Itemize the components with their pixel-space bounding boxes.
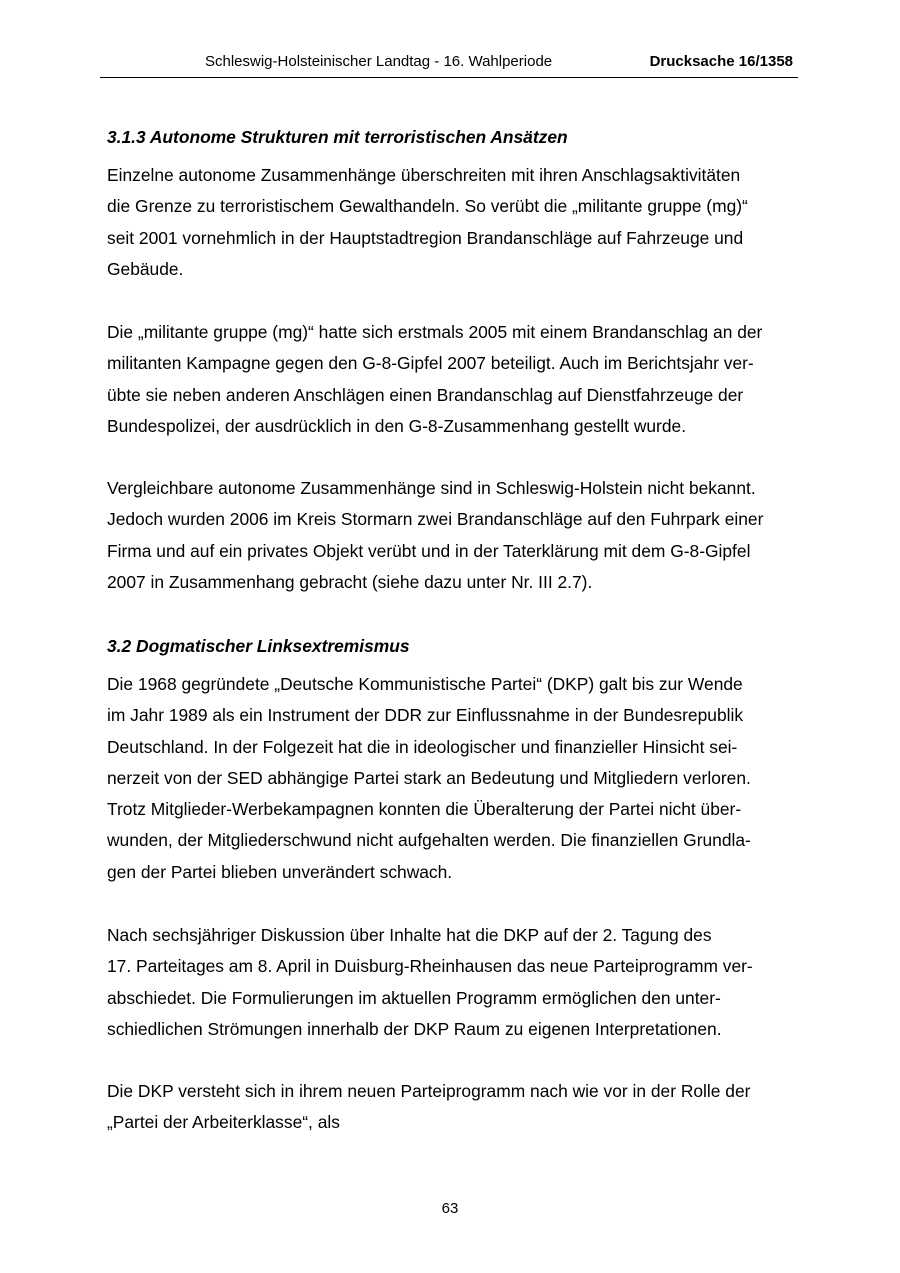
text-line: abschiedet. Die Formulierungen im aktuellen Programm ermöglichen den unter-: [107, 987, 721, 1008]
text-line: 2007 in Zusammenhang gebracht (siehe dazu unter Nr. III 2.7).: [107, 571, 593, 592]
text-line: Firma und auf ein privates Objekt verübt und in der Taterklärung mit dem G-8-Gipfel: [107, 540, 751, 561]
paragraph: [107, 1076, 807, 1139]
text-line: Trotz Mitglieder-Werbekampagnen konnten die Überalterung der Partei nicht über-: [107, 799, 742, 820]
text-line: Einzelne autonome Zusammenhänge überschreiten mit ihren Anschlagsaktivitäten: [107, 165, 741, 185]
text-line: Die 1968 gegründete „Deutsche Kommunistische Partei“ (DKP) galt bis zur Wende: [107, 674, 743, 694]
paragraph: [107, 669, 807, 888]
text-line: „Partei der Arbeiterklasse“, als: [107, 1112, 340, 1133]
text-line: 17. Parteitages am 8. April in Duisburg-Rheinhausen das neue Parteiprogramm ver-: [107, 956, 753, 977]
text-line: die Grenze zu terroristischem Gewalthandeln. So verübt die „militante gruppe (mg)“: [107, 196, 748, 217]
text-line: im Jahr 1989 als ein Instrument der DDR zur Einflussnahme in der Bundesrepublik: [107, 705, 744, 726]
section-heading: 3.1.3 Autonome Strukturen mit terroristischen Ansätzen: [107, 127, 568, 147]
document-number: Drucksache 16/1358: [649, 53, 793, 70]
text-line: Nach sechsjähriger Diskussion über Inhalte hat die DKP auf der 2. Tagung des: [107, 925, 712, 945]
text-line: nerzeit von der SED abhängige Partei stark an Bedeutung und Mitgliedern verloren.: [107, 767, 751, 788]
paragraph: [107, 920, 807, 1045]
text-line: Deutschland. In der Folgezeit hat die in ideologischer und finanzieller Hinsicht sei-: [107, 736, 738, 757]
section-heading: 3.2 Dogmatischer Linksextremismus: [107, 636, 410, 656]
text-line: gen der Partei blieben unverändert schwach.: [107, 861, 453, 882]
page-number: 63: [441, 1200, 459, 1217]
header-divider: [100, 77, 798, 78]
text-line: wunden, der Mitgliederschwund nicht aufgehalten werden. Die finanziellen Grundla-: [107, 830, 751, 851]
text-line: Die DKP versteht sich in ihrem neuen Parteiprogramm nach wie vor in der Rolle der: [107, 1081, 751, 1101]
text-line: Die „militante gruppe (mg)“ hatte sich erstmals 2005 mit einem Brandanschlag an der: [107, 322, 763, 342]
header-title: Schleswig-Holsteinischer Landtag - 16. Wahlperiode: [205, 53, 553, 70]
text-line: Jedoch wurden 2006 im Kreis Stormarn zwei Brandanschläge auf den Fuhrpark einer: [107, 509, 764, 530]
paragraph: [107, 160, 807, 285]
paragraph: [107, 317, 807, 442]
text-line: Vergleichbare autonome Zusammenhänge sind in Schleswig-Holstein nicht bekannt.: [107, 478, 756, 498]
paragraph: [107, 473, 807, 598]
text-line: seit 2001 vornehmlich in der Hauptstadtregion Brandanschläge auf Fahrzeuge und: [107, 227, 744, 248]
text-line: übte sie neben anderen Anschlägen einen Brandanschlag auf Dienstfahrzeuge der: [107, 384, 744, 405]
text-line: militanten Kampagne gegen den G-8-Gipfel 2007 beteiligt. Auch im Berichtsjahr ver-: [107, 353, 754, 374]
text-line: Gebäude.: [107, 258, 184, 279]
text-line: schiedlichen Strömungen innerhalb der DKP Raum zu eigenen Interpretationen.: [107, 1018, 722, 1039]
text-line: Bundespolizei, der ausdrücklich in den G-8-Zusammenhang gestellt wurde.: [107, 415, 687, 436]
